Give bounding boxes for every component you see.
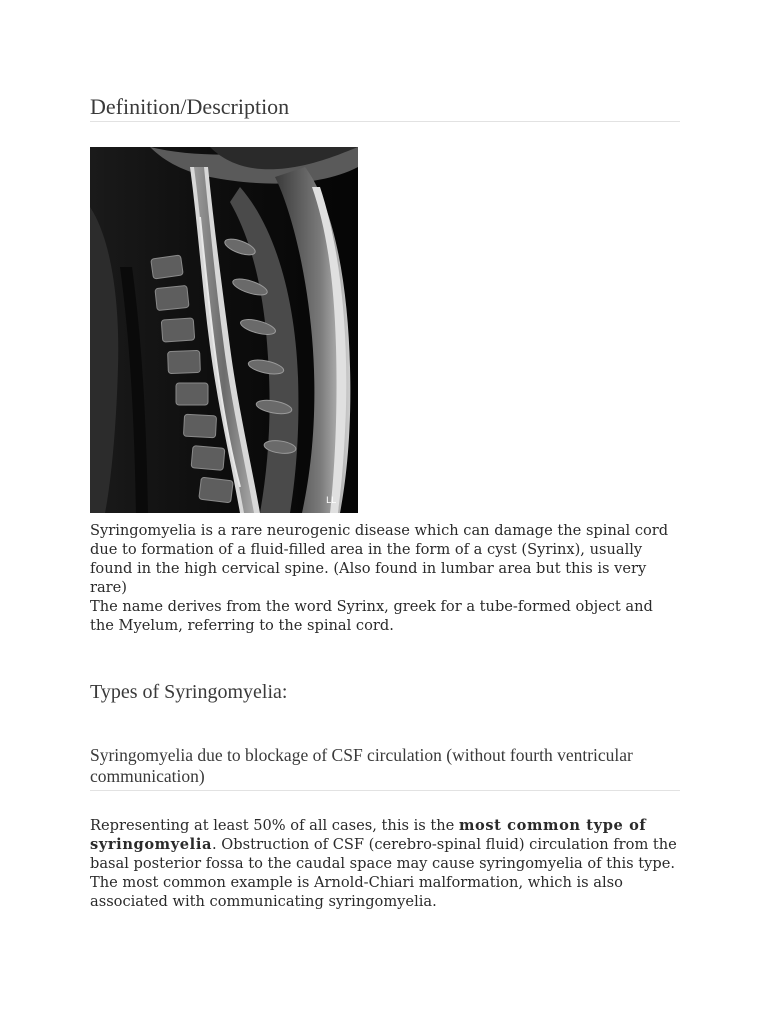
mri-overlay-label: LL (326, 496, 337, 506)
type1-paragraph-bold: most common type of syringomyelia (90, 817, 647, 853)
section-title: Definition/Description (90, 93, 680, 122)
mri-image (90, 147, 358, 513)
types-title: Types of Syringomyelia: (90, 681, 288, 703)
type1-paragraph-rest: . Obstruction of CSF (cerebro-spinal fluid) circulation from the basal posterior fossa to the caudal space may cause syringomyelia of this type. The most common example is Arnold-Chiari malformation, which is also associated with communicating syringomyelia. (90, 836, 677, 910)
intro-paragraph-1: Syringomyelia is a rare neurogenic disease which can damage the spinal cord due to formation of a fluid-filled area in the form of a cyst (Syrinx), usually found in the high cervical spine. (Also found in lumbar area but this is very rare) (90, 522, 669, 596)
mri-illustration (90, 147, 358, 513)
type1-paragraph-lead: Representing at least 50% of all cases, this is the (90, 817, 459, 834)
type1-paragraph (90, 816, 680, 911)
intro-paragraph-2: The name derives from the word Syrinx, greek for a tube-formed object and the Myelum, referring to the spinal cord. (90, 598, 653, 634)
type1-title: Syringomyelia due to blockage of CSF circulation (without fourth ventricular communication) (90, 745, 680, 791)
